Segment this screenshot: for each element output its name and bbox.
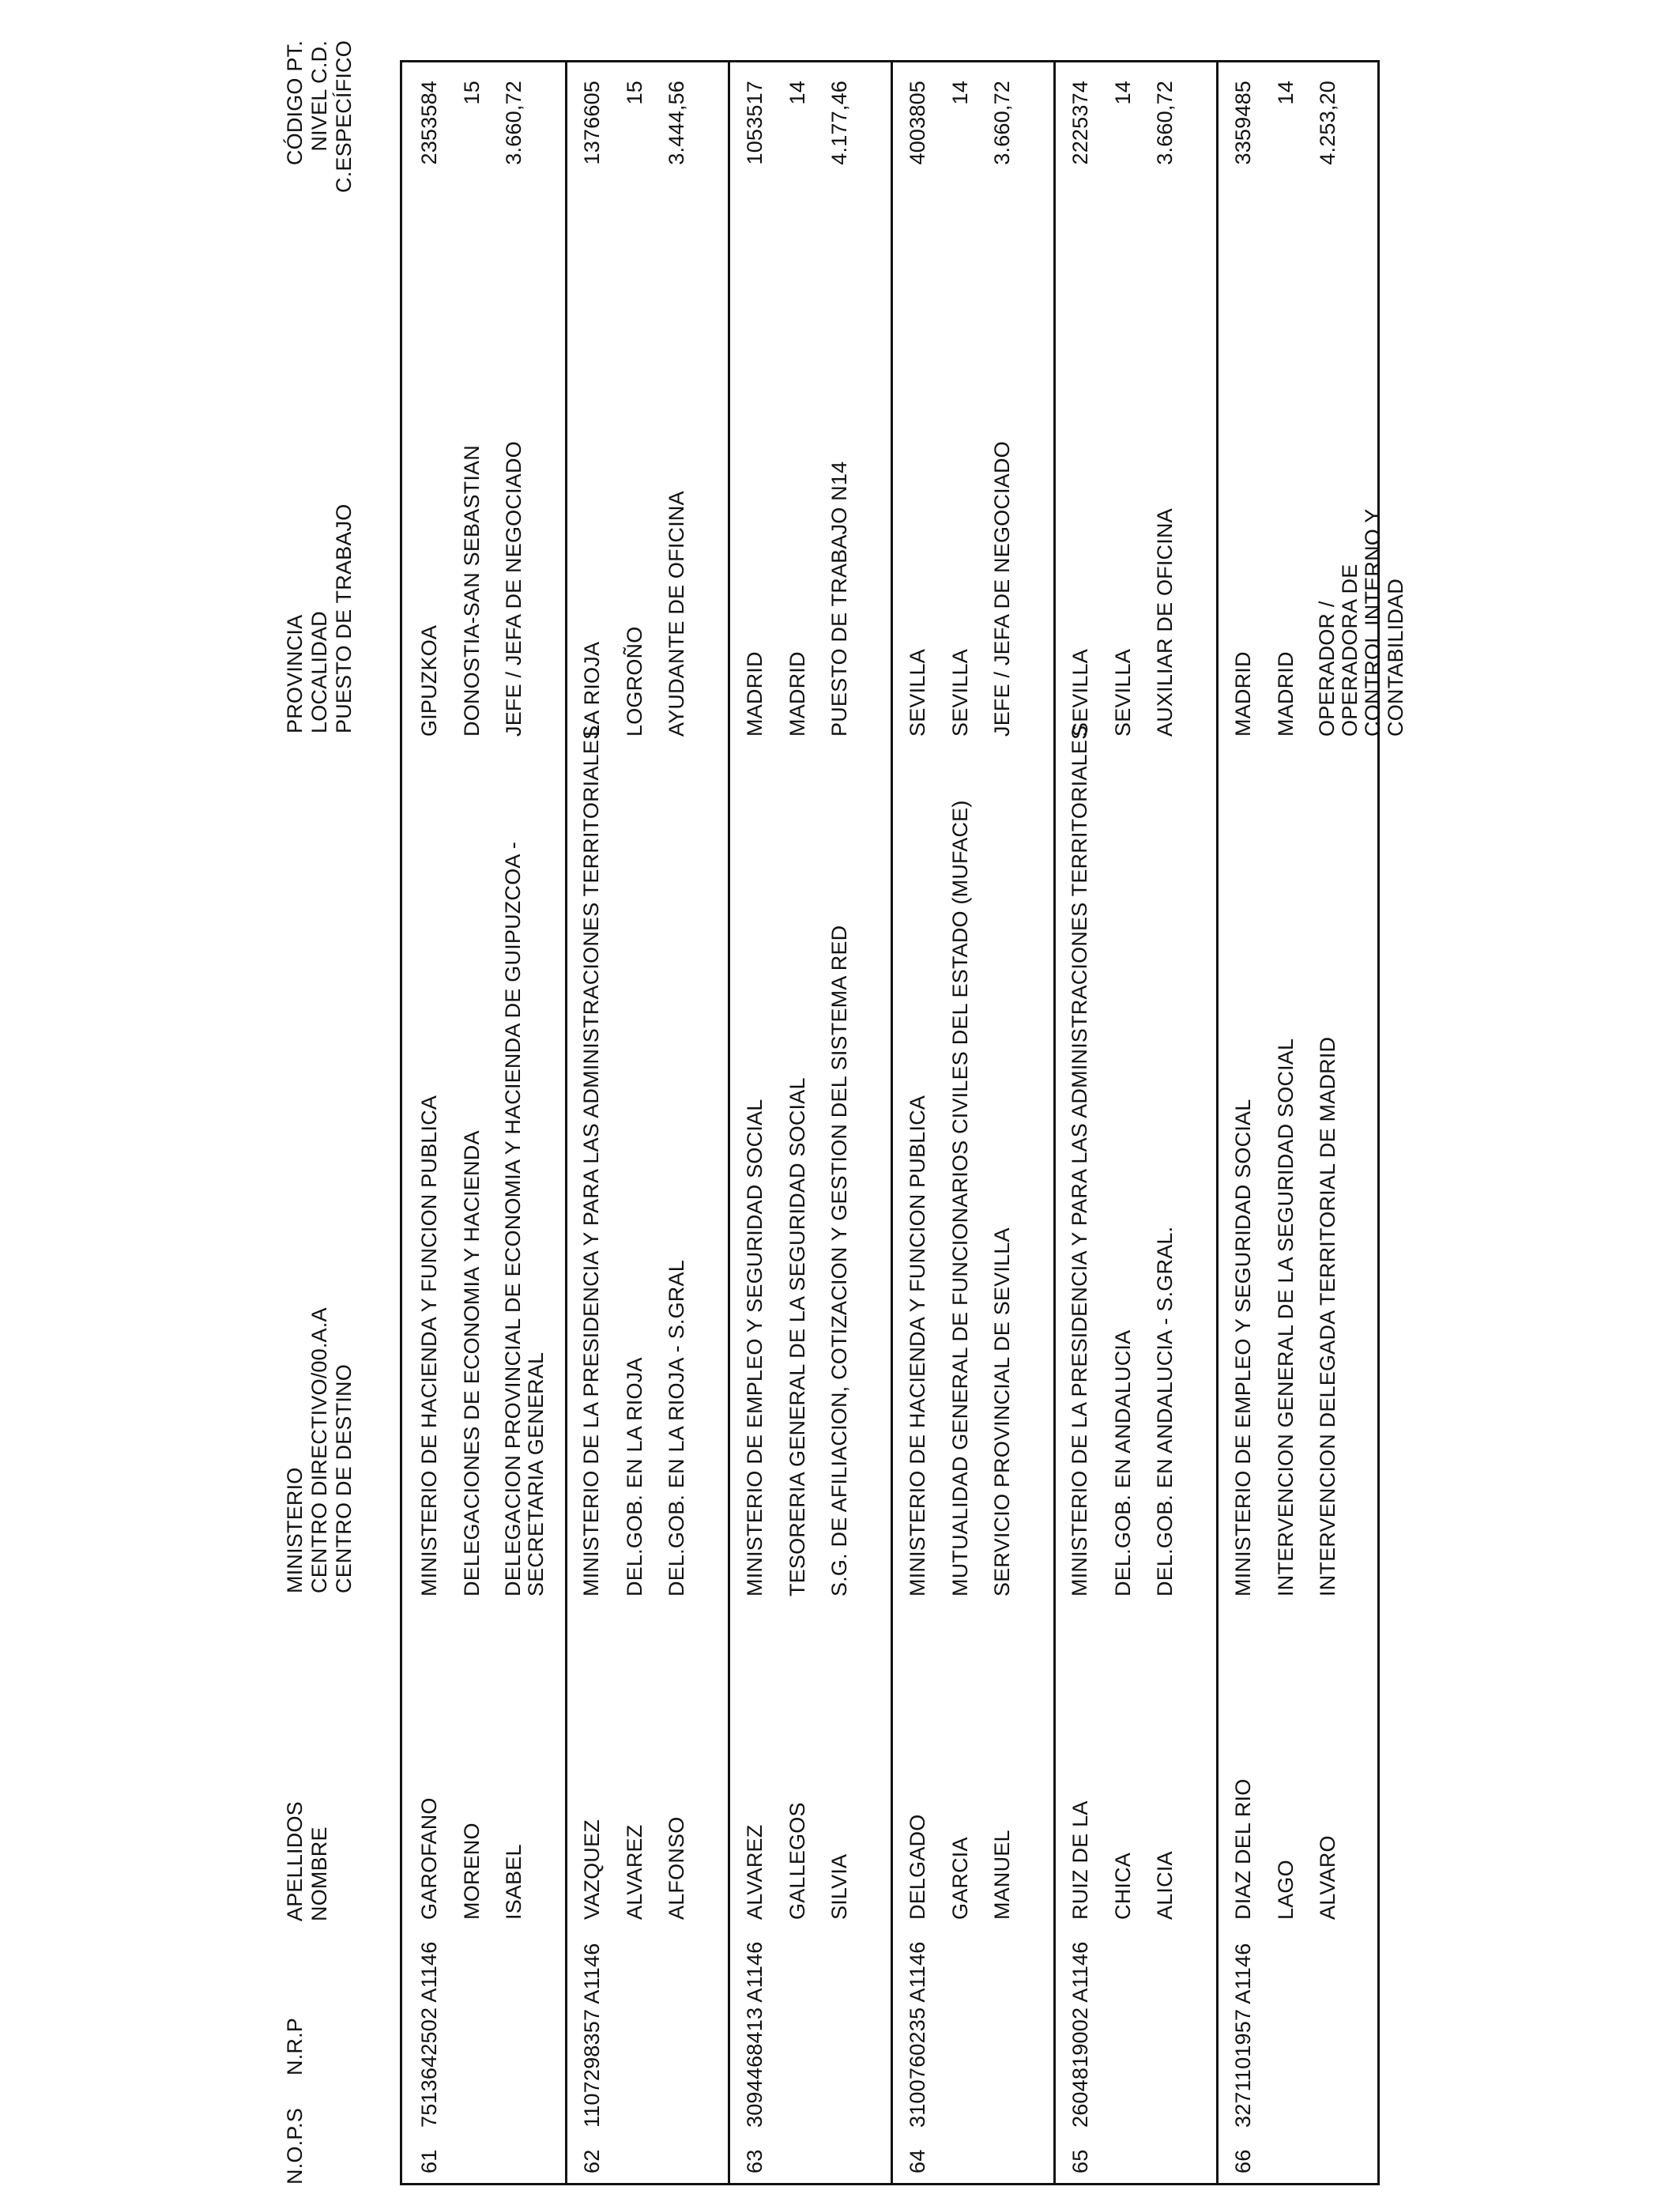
record-provincia: MADRID — [743, 651, 767, 737]
record-especifico: 3.660,72 — [990, 81, 1014, 165]
record-puesto: PUESTO DE TRABAJO N14 — [827, 461, 851, 737]
record-apellido1: RUIZ DE LA — [1068, 1800, 1092, 1920]
record-apellido2: GARCIA — [948, 1837, 972, 1920]
record-nombre: ALVARO — [1316, 1835, 1339, 1920]
record-provincia: SEVILLA — [906, 649, 929, 737]
record-codigo: 1053517 — [743, 81, 767, 165]
record-puesto: AYUDANTE DE OFICINA — [665, 491, 688, 737]
record-nops: 65 — [1068, 2149, 1092, 2173]
record-apellido1: DIAZ DEL RIO — [1231, 1778, 1255, 1920]
header-nops-label: N.O.P.S — [283, 2108, 307, 2185]
record-nops: 66 — [1231, 2149, 1255, 2173]
record-centro-destino: SERVICIO PROVINCIAL DE SEVILLA — [990, 1227, 1014, 1596]
header-provincia-label: PROVINCIA — [283, 614, 307, 733]
header-apellidos-label: APELLIDOS — [283, 1801, 307, 1921]
header-codigo — [283, 40, 356, 193]
record-nivel: 14 — [785, 81, 809, 105]
header-ministerio-label: MINISTERIO — [283, 1467, 307, 1593]
record-apellido1: VAZQUEZ — [580, 1819, 604, 1920]
record-ministerio: MINISTERIO DE EMPLEO Y SEGURIDAD SOCIAL — [743, 1099, 767, 1596]
header-apellidos-nombre — [283, 1801, 332, 1921]
record-apellido2: CHICA — [1111, 1852, 1135, 1920]
record-apellido1: DELGADO — [906, 1814, 929, 1920]
record-apellido2: ALVAREZ — [623, 1824, 646, 1920]
table-row — [728, 62, 891, 2183]
record-nops: 62 — [580, 2149, 604, 2173]
record-localidad: MADRID — [1274, 651, 1298, 737]
record-especifico: 3.660,72 — [502, 81, 525, 165]
header-centro-destino-label: CENTRO DE DESTINO — [332, 1364, 356, 1593]
record-nivel: 14 — [948, 81, 972, 105]
table-row — [891, 62, 1053, 2183]
record-centro-destino: DELEGACION PROVINCIAL DE ECONOMIA Y HACIENDA DE GUIPUZCOA - SECRETARIA GENERAL — [501, 841, 548, 1596]
record-nivel: 14 — [1274, 81, 1298, 105]
record-centro-destino: INTERVENCION DELEGADA TERRITORIAL DE MADRID — [1316, 1036, 1339, 1596]
table-row — [565, 62, 728, 2183]
header-especifico-label: C.ESPECÍFICO — [332, 40, 356, 193]
record-localidad: LOGROÑO — [623, 626, 646, 737]
record-centro-directivo: DEL.GOB. EN LA RIOJA — [623, 1357, 646, 1596]
record-centro-destino: DEL.GOB. EN ANDALUCIA - S.GRAL. — [1153, 1226, 1177, 1596]
record-codigo: 4003805 — [906, 81, 929, 165]
record-provincia: MADRID — [1231, 651, 1255, 737]
record-nivel: 15 — [460, 81, 484, 105]
record-codigo: 2353584 — [417, 81, 441, 165]
record-ministerio: MINISTERIO DE LA PRESIDENCIA Y PARA LAS ADMINISTRACIONES TERRITORIALES — [1068, 725, 1091, 1596]
records-table — [400, 60, 1407, 2185]
record-nrp: 3100760235 A1146 — [906, 1941, 929, 2128]
record-puesto: JEFE / JEFA DE NEGOCIADO — [990, 441, 1014, 737]
record-nombre: ALICIA — [1153, 1851, 1177, 1920]
header-centro-directivo-label: CENTRO DIRECTIVO/00.A.A — [307, 1307, 331, 1593]
record-apellido2: MORENO — [460, 1823, 484, 1920]
record-localidad: DONOSTIA-SAN SEBASTIAN — [460, 445, 484, 737]
record-ministerio: MINISTERIO DE LA PRESIDENCIA Y PARA LAS ADMINISTRACIONES TERRITORIALES — [579, 725, 603, 1596]
header-provincia — [283, 504, 356, 733]
record-ministerio: MINISTERIO DE HACIENDA Y FUNCION PUBLICA — [906, 1095, 929, 1596]
record-nivel: 14 — [1111, 81, 1135, 105]
record-especifico: 4.177,46 — [827, 81, 851, 165]
record-centro-directivo: MUTUALIDAD GENERAL DE FUNCIONARIOS CIVILES DEL ESTADO (MUFACE) — [948, 800, 972, 1596]
record-puesto: AUXILIAR DE OFICINA — [1153, 508, 1177, 737]
record-localidad: MADRID — [785, 651, 809, 737]
record-puesto: JEFE / JEFA DE NEGOCIADO — [502, 441, 525, 737]
table-row — [1216, 62, 1407, 2183]
record-nrp: 3271101957 A1146 — [1231, 1943, 1255, 2128]
record-nombre: MANUEL — [990, 1830, 1014, 1920]
record-nivel: 15 — [623, 81, 646, 105]
record-ministerio: MINISTERIO DE EMPLEO Y SEGURIDAD SOCIAL — [1231, 1099, 1255, 1596]
header-puesto-label: PUESTO DE TRABAJO — [332, 503, 356, 733]
record-nrp: 3094468413 A1146 — [743, 1941, 767, 2128]
header-localidad-label: LOCALIDAD — [307, 611, 331, 733]
record-apellido1: GAROFANO — [417, 1797, 441, 1920]
record-nops: 63 — [743, 2149, 767, 2173]
record-nombre: ISABEL — [502, 1844, 525, 1920]
record-centro-directivo: INTERVENCION GENERAL DE LA SEGURIDAD SOCIAL — [1274, 1038, 1298, 1596]
record-provincia: LA RIOJA — [580, 641, 604, 737]
record-nops: 61 — [417, 2149, 441, 2173]
record-codigo: 3359485 — [1231, 81, 1255, 165]
record-especifico: 4.253,20 — [1316, 81, 1339, 165]
record-apellido1: ALVAREZ — [743, 1824, 767, 1920]
record-nrp: 7513642502 A1146 — [417, 1941, 441, 2128]
record-puesto: OPERADOR / OPERADORA DE CONTROL INTERNO Y CONTABILIDAD — [1315, 509, 1407, 737]
record-centro-destino: DEL.GOB. EN LA RIOJA - S.GRAL — [665, 1260, 688, 1596]
record-codigo: 2225374 — [1068, 81, 1092, 165]
record-localidad: SEVILLA — [948, 649, 972, 737]
record-ministerio: MINISTERIO DE HACIENDA Y FUNCION PUBLICA — [417, 1095, 441, 1596]
record-especifico: 3.660,72 — [1153, 81, 1177, 165]
header-ministerio — [283, 1307, 356, 1593]
record-especifico: 3.444,56 — [665, 81, 688, 165]
header-nombre-label: NOMBRE — [307, 1826, 331, 1921]
record-nombre: SILVIA — [827, 1853, 851, 1920]
record-localidad: SEVILLA — [1111, 649, 1135, 737]
record-nrp: 1107298357 A1146 — [580, 1943, 604, 2128]
table-row — [1053, 62, 1216, 2183]
record-apellido2: LAGO — [1274, 1860, 1298, 1920]
header-nrp — [283, 2018, 307, 2075]
record-nops: 64 — [906, 2149, 929, 2173]
record-provincia: SEVILLA — [1068, 649, 1092, 737]
table-row — [402, 62, 565, 2183]
header-nrp-label: N.R.P — [283, 2017, 307, 2075]
record-provincia: GIPUZKOA — [417, 624, 441, 737]
record-centro-destino: S.G. DE AFILIACION, COTIZACION Y GESTION DEL SISTEMA RED — [827, 925, 851, 1596]
record-centro-directivo: DEL.GOB. EN ANDALUCIA — [1111, 1329, 1135, 1596]
record-apellido2: GALLEGOS — [785, 1802, 809, 1920]
header-nivel-label: NIVEL C.D. — [307, 40, 331, 152]
header-codigo-label: CÓDIGO PT. — [283, 40, 307, 166]
record-centro-directivo: DELEGACIONES DE ECONOMIA Y HACIENDA — [460, 1130, 484, 1596]
record-codigo: 1376605 — [580, 81, 604, 165]
record-centro-directivo: TESORERIA GENERAL DE LA SEGURIDAD SOCIAL — [785, 1077, 809, 1596]
header-nops — [283, 2108, 307, 2185]
record-nrp: 2604819002 A1146 — [1068, 1941, 1092, 2128]
record-nombre: ALFONSO — [665, 1816, 688, 1920]
